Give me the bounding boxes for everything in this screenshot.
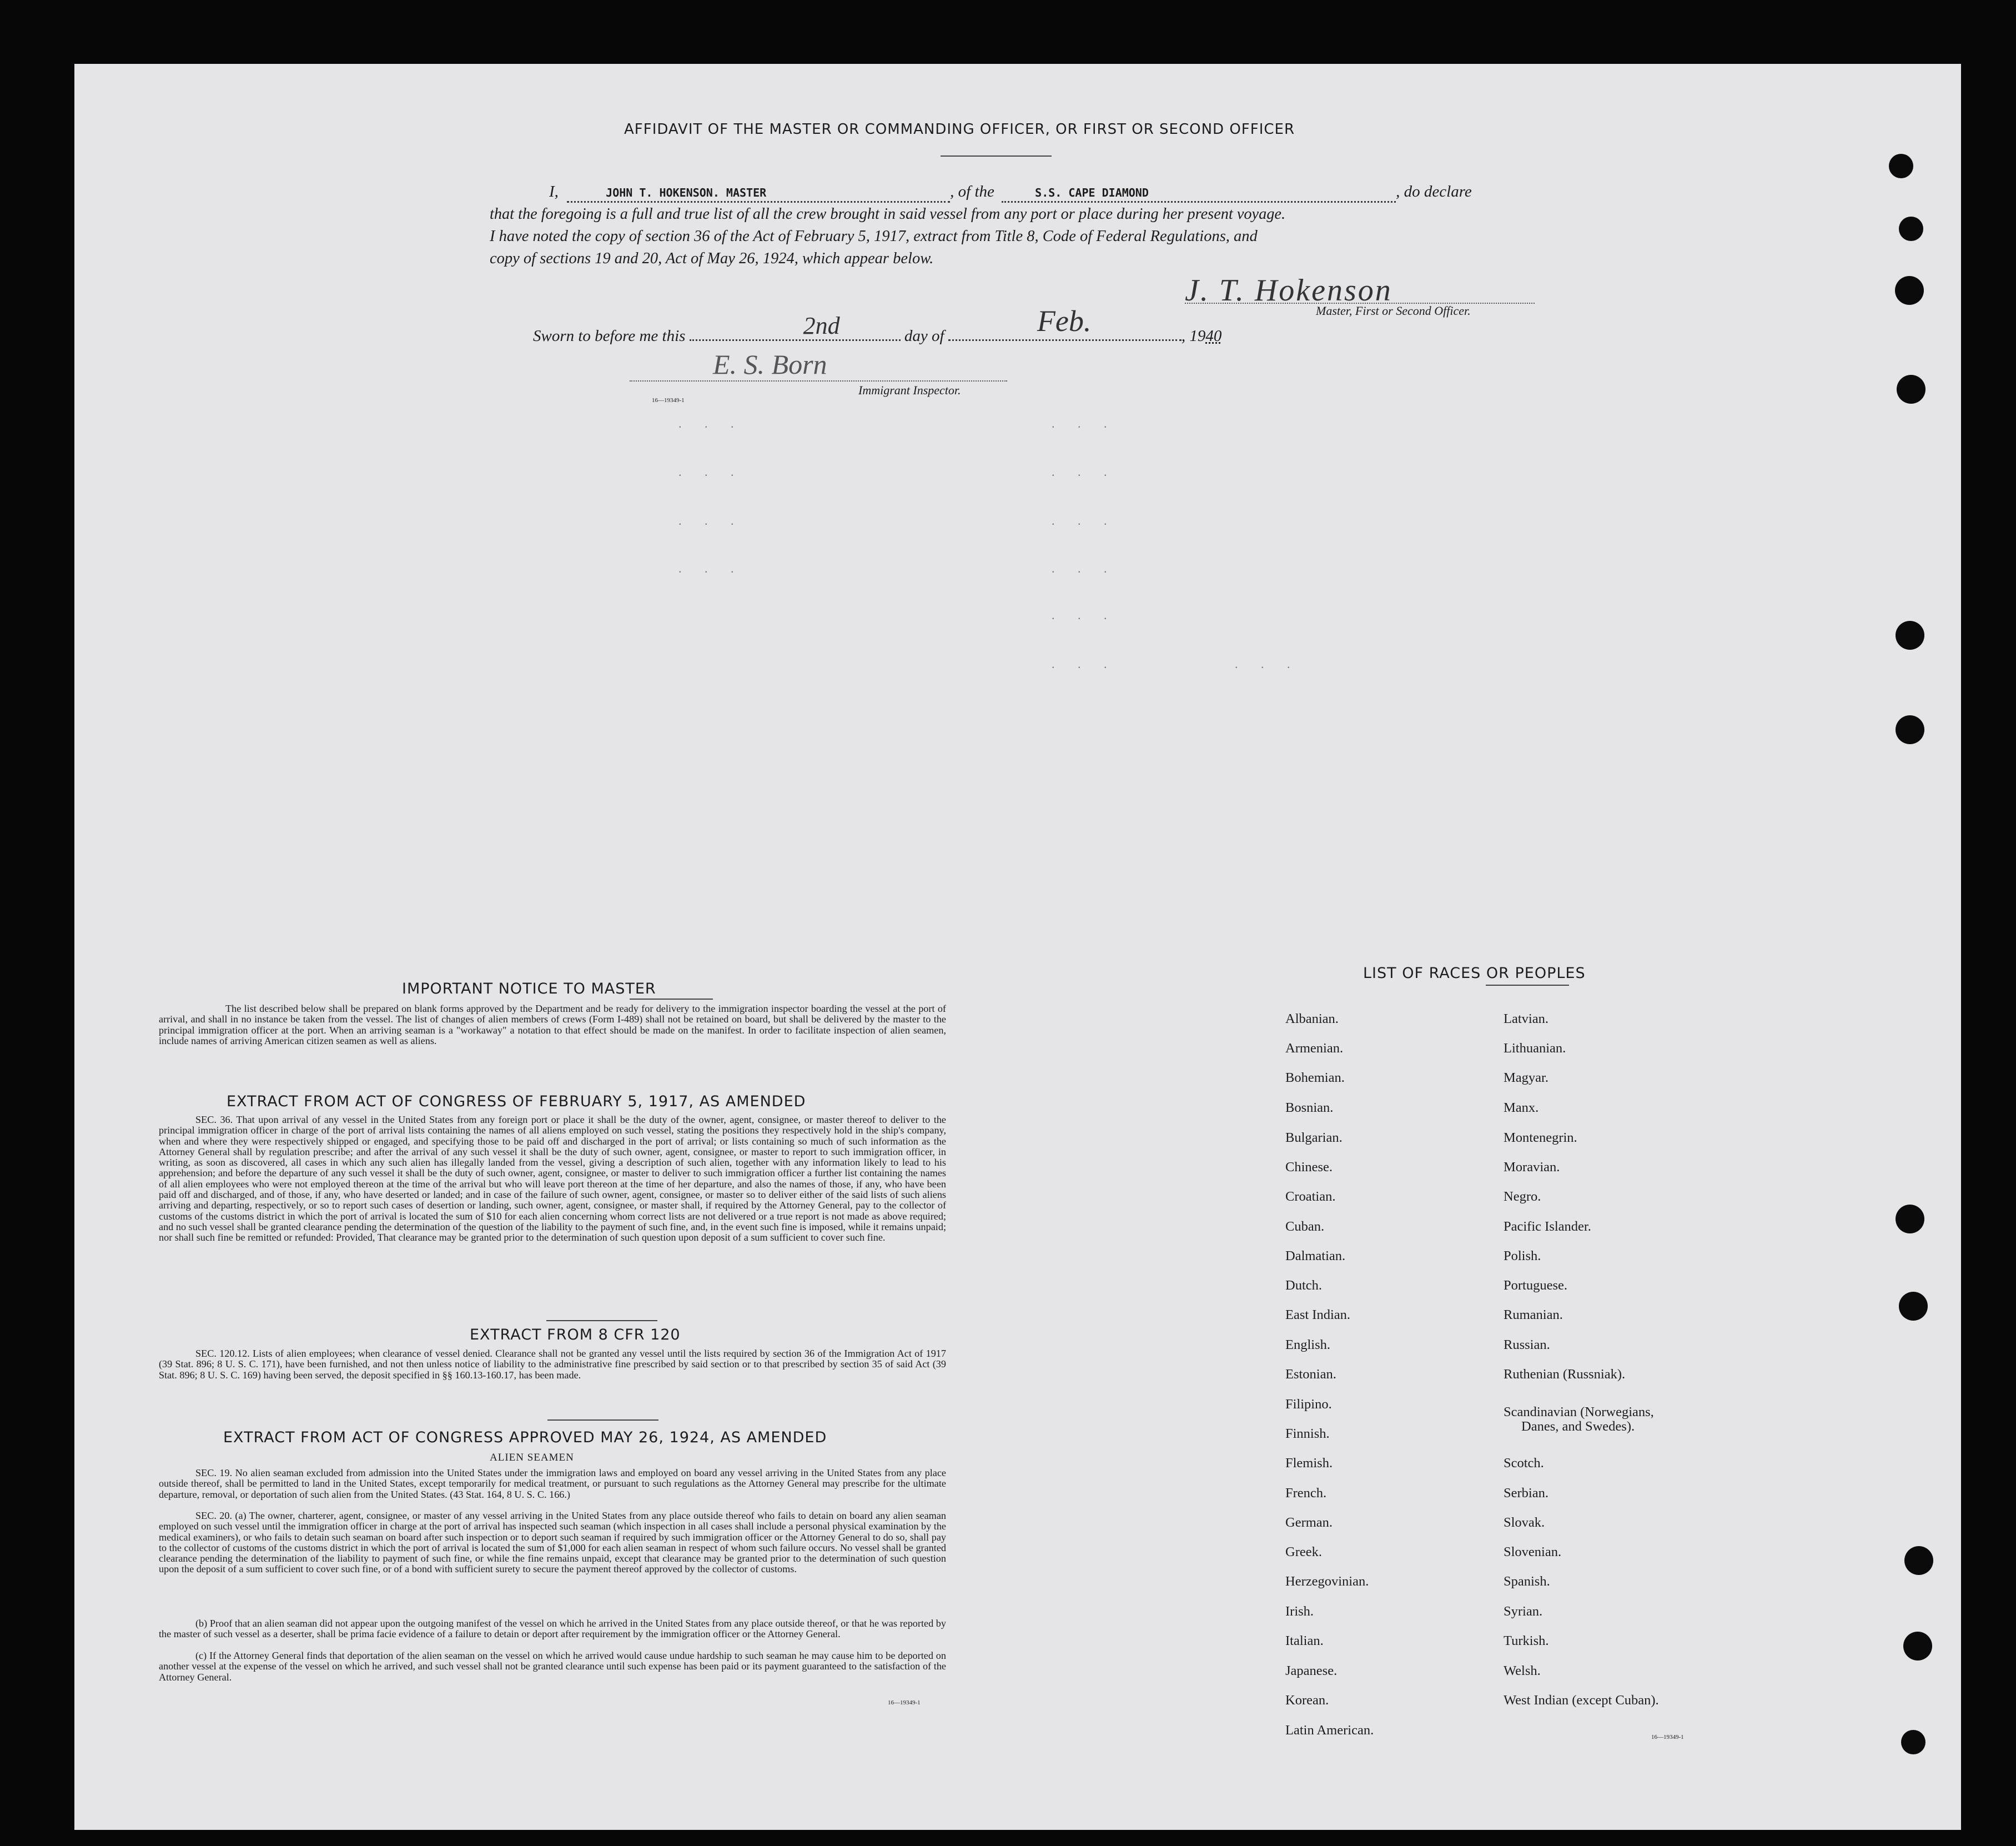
punch-hole xyxy=(1896,1205,1924,1233)
race-item: Scandinavian (Norwegians, xyxy=(1504,1404,1654,1419)
notice-title: IMPORTANT NOTICE TO MASTER xyxy=(402,980,656,997)
dot-marks: . . . xyxy=(1052,465,1117,479)
sworn-day: 2nd xyxy=(803,312,840,339)
divider xyxy=(630,999,713,1000)
sworn-month: Feb. xyxy=(1037,304,1092,338)
punch-hole xyxy=(1896,715,1924,744)
race-item: Danes, and Swedes). xyxy=(1521,1419,1635,1434)
race-item: Cuban. xyxy=(1285,1219,1325,1234)
dot-marks: . . . xyxy=(678,417,744,430)
affidavit-line4: copy of sections 19 and 20, Act of May 26, 1924, which appear below. xyxy=(490,250,934,267)
race-item: Serbian. xyxy=(1504,1486,1549,1501)
race-item: Russian. xyxy=(1504,1337,1550,1352)
form-number: 16—19349-1 xyxy=(652,397,685,404)
dot-marks: . . . xyxy=(1052,561,1117,575)
affidavit-prefix: I, xyxy=(549,183,559,200)
extract-cfr-title: EXTRACT FROM 8 CFR 120 xyxy=(470,1326,681,1343)
race-item: Latvian. xyxy=(1504,1011,1549,1026)
race-item: Montenegrin. xyxy=(1504,1130,1577,1145)
affidavit-line1 xyxy=(549,183,1615,203)
affidavit-line2: that the foregoing is a full and true list of all the crew brought in said vessel from any port or place during her present voyage. xyxy=(490,205,1286,223)
punch-hole xyxy=(1899,1292,1928,1321)
race-item: Dutch. xyxy=(1285,1278,1322,1293)
race-item: Irish. xyxy=(1285,1604,1314,1619)
divider xyxy=(941,155,1052,157)
affidavit-title: AFFIDAVIT OF THE MASTER OR COMMANDING OFFICER, OR FIRST OR SECOND OFFICER xyxy=(624,121,1295,138)
sec-20a-text: SEC. 20. (a) The owner, charterer, agent, consignee, or master of any vessel arriving in the United States from any place outside thereof who fails to detain on board any alien seaman employed on such vessel until the immigration officer in charge at the port of arrival has inspected such seaman (which inspection in all cases shall include a personal physical examination by the medical examiners), or who fails to detain such seaman on board after such inspection or to deport such seaman if required by such immigration officer or the Attorney General to do so, shall pay to the collector of customs of the customs district in which the port of arrival is located the sum of $1,000 for each alien seaman in respect of whom such failure occurs. No vessel shall be granted clearance pending the determination of the liability to payment of such fine, or while the fine remains unpaid, except that clearance may be granted prior to the determination of such question upon the deposit of a sum sufficient to cover such fine, or of a bond with sufficient surety to secure the payment thereof approved by the collector of customs. xyxy=(159,1510,946,1575)
officer-signature: J. T. Hokenson xyxy=(1185,273,1392,308)
extract-cfr-text: SEC. 120.12. Lists of alien employees; when clearance of vessel denied. Clearance shall not be granted any vessel until the lists required by section 36 of the Immigration Act of 1917 (39 Stat. 896; 8 U. S. C. 171), have been furnished, and not then unless notice of liability to the administrative fine prescribed by said section or to that prescribed by section 35 of said Act (39 Stat. 896; 8 U. S. C. 169) having been served, the deposit specified in §§ 160.13-160.17, has been made. xyxy=(159,1348,946,1381)
dot-marks: . . . xyxy=(1052,657,1117,671)
race-item: German. xyxy=(1285,1515,1333,1530)
notice-text: The list described below shall be prepared on blank forms approved by the Department and be ready for delivery to the immigration inspector boarding the vessel at the port of arrival, and shall in no instance be taken from the vessel. The list of changes of alien members of crews (Form I-489) shall not be retained on board, but shall be delivered by the master to the principal immigration officer at the port. When an arriving seaman is a "workaway" a notation to that effect should be made on the manifest. In order to facilitate inspection of alien seamen, include names of arriving American citizen seamen as well as aliens. xyxy=(159,1003,946,1046)
punch-hole xyxy=(1897,375,1925,404)
document-page xyxy=(74,64,1961,1830)
dot-marks: . . . xyxy=(678,514,744,528)
extract-1917-title: EXTRACT FROM ACT OF CONGRESS OF FEBRUARY 5, 1917, AS AMENDED xyxy=(227,1093,806,1110)
race-item: Albanian. xyxy=(1285,1011,1339,1026)
dot-marks: . . . xyxy=(1052,417,1117,430)
punch-hole xyxy=(1895,276,1924,305)
sec-20b-text: (b) Proof that an alien seaman did not appear upon the outgoing manifest of the vessel on which he arrived in the United States from any place outside thereof, or that he was reported by the master of such vessel as a deserter, shall be prima facie evidence of a failure to detain or deport after requirement by the immigration officer or the Attorney General. xyxy=(159,1618,946,1640)
sworn-year: 40 xyxy=(1205,327,1222,345)
sec-19-text: SEC. 19. No alien seaman excluded from admission into the United States under the immigration laws and employed on board any vessel arriving in the United States from any place outside thereof, shall be permitted to land in the United States, except temporarily for medical treatment, or pursuant to such regulations as the Attorney General may prescribe for the ultimate departure, removal, or deportation of such alien from the United States. (43 Stat. 164, 8 U. S. C. 166.) xyxy=(159,1467,946,1500)
punch-hole xyxy=(1901,1730,1925,1754)
race-item: Bulgarian. xyxy=(1285,1130,1343,1145)
race-item: French. xyxy=(1285,1486,1327,1501)
punch-hole xyxy=(1899,217,1923,241)
dot-marks: . . . xyxy=(1052,608,1117,622)
inspector-line xyxy=(630,380,1007,382)
sworn-line xyxy=(533,304,1222,345)
extract-1917-text: SEC. 36. That upon arrival of any vessel in the United States from any foreign port or place it shall be the duty of the owner, agent, consignee, or master thereof to deliver to the principal immigration officer in charge of the port of arrival lists containing the names of all aliens employed on such vessel, stating the positions they respectively hold in the ship's company, when and where they were respectively shipped or engaged, and specifying those to be paid off and discharged in the port of arrival; or lists containing so much of such information as the Attorney General shall by regulation prescribe; and after the arrival of any such vessel it shall be the duty of such owner, agent, consignee, or master to report to such immigration officer, in writing, as soon as discovered, all cases in which any such alien has illegally landed from the vessel, giving a description of such alien, together with any information likely to lead to his apprehension; and before the departure of any such vessel it shall be the duty of such owner, agent, consignee, or master to deliver to such immigration officer a further list containing the names of all alien employees who were not employed thereon at the time of the arrival but who will leave port thereon at the time of her departure, and also the names of those, if any, who have been paid off and discharged, and of those, if any, who have deserted or landed; and in case of the failure of such owner, agent, consignee, or master so to deliver either of the said lists of such aliens arriving and departing, respectively, or so to report such cases of desertion or landing, such owner, agent, consignee, or master shall, if required by the Attorney General, pay to the collector of customs of the customs district in which the port of arrival is located the sum of $10 for each alien concerning whom correct lists are not delivered or a true report is not made as above required; and no such vessel shall be granted clearance pending the determination of the question of the liability to the payment of such fine, and, in the event such fine is imposed, while it remains unpaid; nor shall such fine be remitted or refunded: Provided, That clearance may be granted prior to the determination of such question upon deposit of a sum sufficient to cover such fine. xyxy=(159,1114,946,1243)
year-prefix: , 19 xyxy=(1181,327,1206,345)
sec-20c-text: (c) If the Attorney General finds that deportation of the alien seaman on the vessel on which he arrived would cause undue hardship to such seaman he may cause him to be deported on another vessel at the expense of the vessel on which he arrived, and such vessel shall not be granted clearance until such expense has been paid or its payment guaranteed to the satisfaction of the Attorney General. xyxy=(159,1650,946,1683)
race-item: Croatian. xyxy=(1285,1189,1336,1204)
race-item: Bohemian. xyxy=(1285,1070,1345,1085)
inspector-caption: Immigrant Inspector. xyxy=(858,383,961,397)
race-item: Manx. xyxy=(1504,1100,1539,1115)
race-item: Magyar. xyxy=(1504,1070,1549,1085)
race-item: Negro. xyxy=(1504,1189,1541,1204)
race-item: English. xyxy=(1285,1337,1330,1352)
of-the-label: , of the xyxy=(950,183,994,200)
master-name-field xyxy=(567,183,950,203)
race-item: East Indian. xyxy=(1285,1307,1351,1322)
officer-caption: Master, First or Second Officer. xyxy=(1316,304,1471,318)
alien-seamen-subtitle: ALIEN SEAMEN xyxy=(490,1452,574,1463)
divider xyxy=(546,1320,657,1321)
dot-marks: . . . xyxy=(1052,514,1117,528)
race-item: Lithuanian. xyxy=(1504,1041,1566,1056)
dot-marks: . . . xyxy=(678,561,744,575)
race-item: Slovak. xyxy=(1504,1515,1545,1530)
divider xyxy=(1486,985,1569,986)
race-item: Dalmatian. xyxy=(1285,1248,1346,1263)
race-item: Japanese. xyxy=(1285,1663,1338,1678)
punch-hole xyxy=(1904,1546,1933,1575)
race-item: Filipino. xyxy=(1285,1397,1332,1412)
divider xyxy=(547,1419,658,1421)
punch-hole xyxy=(1889,154,1913,178)
race-item: Turkish. xyxy=(1504,1633,1549,1648)
extract-1924-title: EXTRACT FROM ACT OF CONGRESS APPROVED MAY 26, 1924, AS AMENDED xyxy=(223,1429,827,1446)
race-item: Portuguese. xyxy=(1504,1278,1567,1293)
sworn-prefix: Sworn to before me this xyxy=(533,327,686,345)
master-name: JOHN T. HOKENSON. MASTER xyxy=(606,186,767,199)
race-item: Welsh. xyxy=(1504,1663,1541,1678)
do-declare-label: , do declare xyxy=(1396,183,1472,200)
race-item: Spanish. xyxy=(1504,1574,1550,1589)
vessel-name-field xyxy=(1002,183,1396,203)
race-item: Syrian. xyxy=(1504,1604,1543,1619)
day-of-label: day of xyxy=(904,327,944,345)
sworn-day-field xyxy=(690,312,901,341)
race-item: Estonian. xyxy=(1285,1367,1336,1382)
race-item: West Indian (except Cuban). xyxy=(1504,1693,1659,1708)
race-item: Finnish. xyxy=(1285,1426,1330,1441)
race-item: Armenian. xyxy=(1285,1041,1344,1056)
race-item: Pacific Islander. xyxy=(1504,1219,1591,1234)
dot-marks: . . . xyxy=(1235,657,1300,671)
race-item: Rumanian. xyxy=(1504,1307,1563,1322)
form-number: 16—19349-1 xyxy=(888,1699,921,1706)
race-item: Flemish. xyxy=(1285,1456,1333,1471)
form-number: 16—19349-1 xyxy=(1651,1734,1684,1740)
race-item: Moravian. xyxy=(1504,1160,1560,1175)
race-item: Chinese. xyxy=(1285,1160,1333,1175)
race-item: Greek. xyxy=(1285,1544,1322,1559)
punch-hole xyxy=(1903,1632,1932,1661)
race-item: Latin American. xyxy=(1285,1723,1374,1738)
races-title: LIST OF RACES OR PEOPLES xyxy=(1363,965,1586,982)
race-item: Italian. xyxy=(1285,1633,1324,1648)
race-item: Herzegovinian. xyxy=(1285,1574,1369,1589)
race-item: Scotch. xyxy=(1504,1456,1544,1471)
affidavit-line3: I have noted the copy of section 36 of the Act of February 5, 1917, extract from Title 8, Code of Federal Regulations, and xyxy=(490,228,1258,245)
race-item: Slovenian. xyxy=(1504,1544,1562,1559)
race-item: Korean. xyxy=(1285,1693,1329,1708)
punch-hole xyxy=(1896,621,1924,650)
dot-marks: . . . xyxy=(678,465,744,479)
race-item: Ruthenian (Russniak). xyxy=(1504,1367,1626,1382)
race-item: Bosnian. xyxy=(1285,1100,1334,1115)
race-item: Polish. xyxy=(1504,1248,1541,1263)
inspector-signature: E. S. Born xyxy=(713,349,827,380)
vessel-name: S.S. CAPE DIAMOND xyxy=(1035,186,1149,199)
sworn-month-field xyxy=(948,304,1182,341)
